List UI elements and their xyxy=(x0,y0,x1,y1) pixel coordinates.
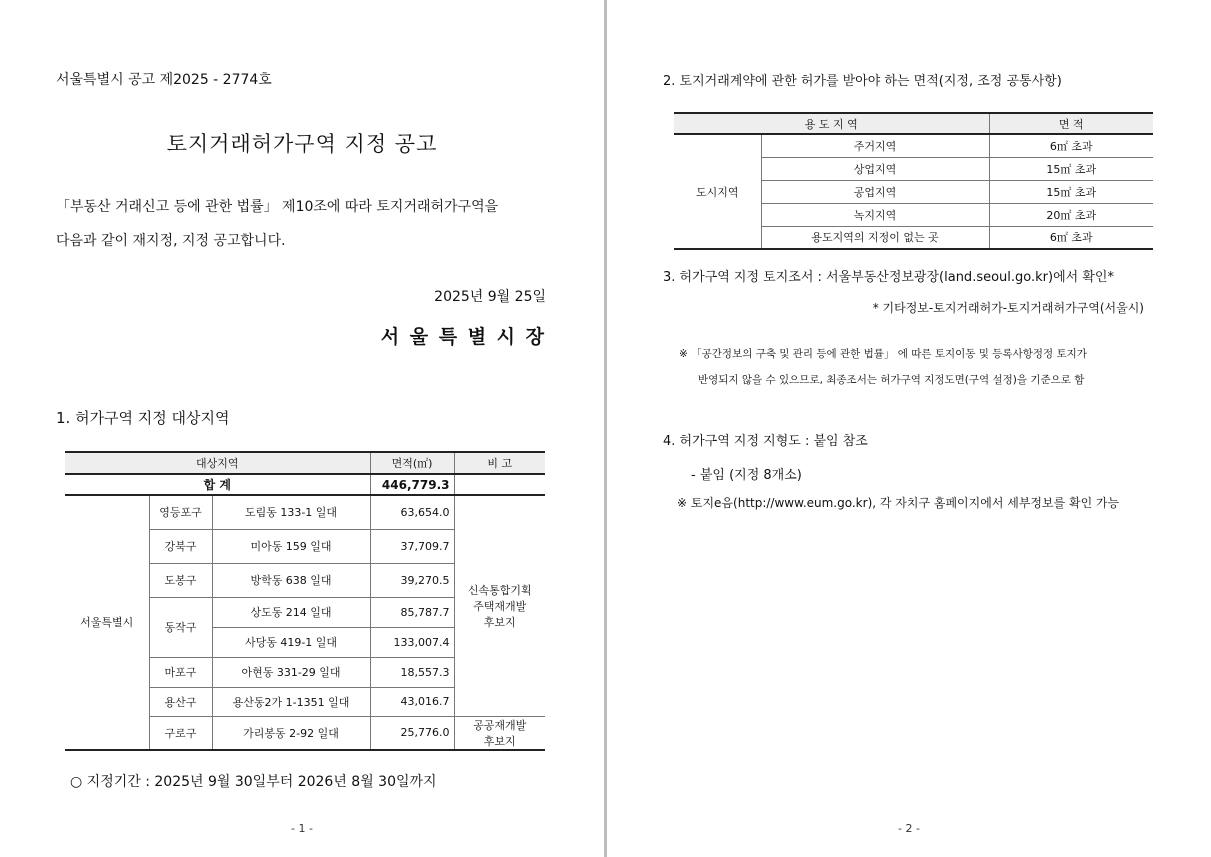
district-cell: 영등포구 xyxy=(149,495,212,529)
location-cell: 아현동 331-29 일대 xyxy=(212,657,370,687)
size-cell: 39,270.5 xyxy=(370,563,454,597)
district-cell: 강북구 xyxy=(149,529,212,563)
attachment-label: - 붙임 (지정 8개소) xyxy=(691,468,802,483)
location-cell: 사당동 419-1 일대 xyxy=(212,627,370,657)
note-line: 주택재개발 xyxy=(473,599,527,613)
note-line: 신속통합기획 xyxy=(467,583,532,597)
section-2-title: 2. 토지거래계약에 관한 허가를 받아야 하는 면적(지정, 조정 공통사항) xyxy=(663,74,1062,89)
target-area-table xyxy=(65,451,545,751)
permit-area-table xyxy=(674,112,1153,250)
size-cell: 25,776.0 xyxy=(370,716,454,750)
size-cell: 85,787.7 xyxy=(370,597,454,627)
header-note: 비 고 xyxy=(454,452,545,474)
area-cell: 20㎡ 초과 xyxy=(989,203,1153,226)
zone-type-cell: 녹지지역 xyxy=(761,203,989,226)
size-cell: 18,557.3 xyxy=(370,657,454,687)
table-row xyxy=(674,134,1153,157)
district-cell: 구로구 xyxy=(149,716,212,750)
location-cell: 방학동 638 일대 xyxy=(212,563,370,597)
zone-type-cell: 상업지역 xyxy=(761,157,989,180)
section-3-note: * 기타정보-토지거래허가-토지거래허가구역(서울시) xyxy=(872,301,1144,315)
header-size: 면적(㎡) xyxy=(370,452,454,474)
location-cell: 상도동 214 일대 xyxy=(212,597,370,627)
page-number: - 2 - xyxy=(898,822,920,835)
note-cell-public xyxy=(454,716,545,750)
area-cell: 15㎡ 초과 xyxy=(989,157,1153,180)
total-value: 446,779.3 xyxy=(370,474,454,495)
district-cell: 도봉구 xyxy=(149,563,212,597)
district-cell: 마포구 xyxy=(149,657,212,687)
section-3-title: 3. 허가구역 지정 토지조서 : 서울부동산정보광장(land.seoul.go.kr)에서 확인* xyxy=(663,270,1114,285)
designation-period: ○ 지정기간 : 2025년 9월 30일부터 2026년 8월 30일까지 xyxy=(70,774,437,790)
zone-type-cell: 용도지역의 지정이 없는 곳 xyxy=(761,226,989,249)
document-page-1 xyxy=(0,0,604,857)
note-line: 공공재개발 xyxy=(473,718,527,732)
location-cell: 도림동 133-1 일대 xyxy=(212,495,370,529)
zone-cell: 도시지역 xyxy=(674,134,761,249)
zone-type-cell: 주거지역 xyxy=(761,134,989,157)
note-line: 후보지 xyxy=(483,734,516,748)
page-number: - 1 - xyxy=(291,822,313,835)
note-line: 후보지 xyxy=(483,615,516,629)
location-cell: 용산동2가 1-1351 일대 xyxy=(212,687,370,716)
section-1-title: 1. 허가구역 지정 대상지역 xyxy=(56,409,230,427)
area-cell: 6㎡ 초과 xyxy=(989,226,1153,249)
notice-date: 2025년 9월 25일 xyxy=(434,289,546,305)
size-cell: 43,016.7 xyxy=(370,687,454,716)
eum-note: ※ 토지e음(http://www.eum.go.kr), 각 자치구 홈페이지에서 세부정보를 확인 가능 xyxy=(677,496,1120,510)
district-cell: 동작구 xyxy=(149,597,212,657)
size-cell: 133,007.4 xyxy=(370,627,454,657)
remark-line-1: ※ 「공간정보의 구축 및 관리 등에 관한 법률」 에 따른 토지이동 및 등록사항정정 토지가 xyxy=(679,348,1087,360)
district-cell: 용산구 xyxy=(149,687,212,716)
zone-type-cell: 공업지역 xyxy=(761,180,989,203)
area-cell: 15㎡ 초과 xyxy=(989,180,1153,203)
issuer: 서 울 특 별 시 장 xyxy=(380,326,546,348)
total-label: 합 계 xyxy=(65,474,370,495)
header-area: 면 적 xyxy=(989,113,1153,134)
notice-number: 서울특별시 공고 제2025 - 2774호 xyxy=(56,72,272,88)
section-4-title: 4. 허가구역 지정 지형도 : 붙임 참조 xyxy=(663,434,868,449)
note-cell-rapid-plan xyxy=(454,495,545,716)
city-cell: 서울특별시 xyxy=(65,495,149,750)
size-cell: 63,654.0 xyxy=(370,495,454,529)
page-title: 토지거래허가구역 지정 공고 xyxy=(166,132,438,156)
header-target-area: 대상지역 xyxy=(65,452,370,474)
size-cell: 37,709.7 xyxy=(370,529,454,563)
header-zone: 용 도 지 역 xyxy=(674,113,989,134)
area-cell: 6㎡ 초과 xyxy=(989,134,1153,157)
location-cell: 가리봉동 2-92 일대 xyxy=(212,716,370,750)
remark-line-2: 반영되지 않을 수 있으므로, 최종조서는 허가구역 지정도면(구역 설정)을 기준으로 함 xyxy=(698,374,1085,386)
table-row xyxy=(65,495,545,529)
location-cell: 미아동 159 일대 xyxy=(212,529,370,563)
document-page-2 xyxy=(607,0,1211,857)
intro-line-1: 「부동산 거래신고 등에 관한 법률」 제10조에 따라 토지거래허가구역을 xyxy=(56,199,499,215)
total-note xyxy=(454,474,545,495)
intro-line-2: 다음과 같이 재지정, 지정 공고합니다. xyxy=(56,233,286,249)
